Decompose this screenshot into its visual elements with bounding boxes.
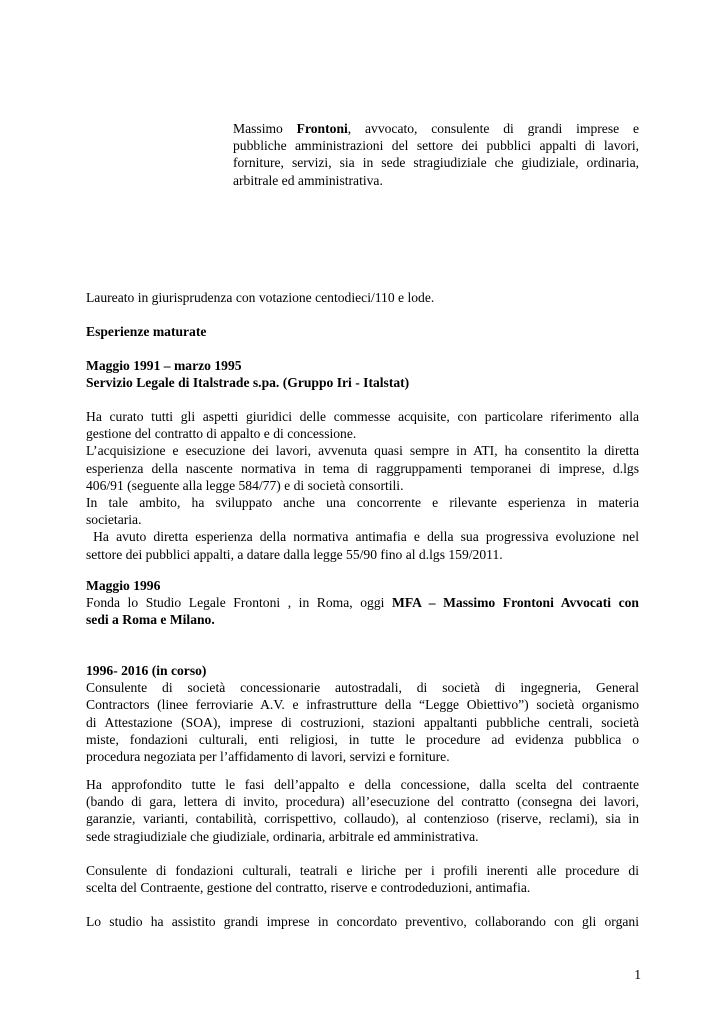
text-line: miste, fondazioni culturali, enti religiosi, in tutte le procedure ad evidenza pubblica o <box>86 731 639 747</box>
text-line: Lo studio ha assistito grandi imprese in concordato preventivo, collaborando con gli organi <box>86 914 639 929</box>
text-line: Consulente di fondazioni culturali, teatrali e liriche per i profili inerenti alle procedure di <box>86 863 639 878</box>
degree-text: Laureato in giurisprudenza con votazione centodieci/110 e lode. <box>86 290 435 305</box>
intro-name: Massimo <box>233 121 283 136</box>
exp1-period: Maggio 1991 – marzo 1995 <box>86 358 242 373</box>
text-line: sedi a Roma e Milano. <box>86 612 215 628</box>
text-line: Ha approfondito tutte le fasi dell’appalto e della concessione, dalla scelta del contraente <box>86 777 639 792</box>
text-line: garanzie, varianti, contabilità, corrispettivo, collaudo), al contenzioso (riserve, reclami), sia in <box>86 811 639 827</box>
text-line: Contractors (linee ferroviarie A.V. e infrastrutture della “Legge Obiettivo”) società organismo <box>86 697 639 713</box>
text-line: Ha avuto diretta esperienza della normativa antimafia e della sua progressiva evoluzione nel <box>86 529 639 545</box>
experience-1 <box>86 357 639 391</box>
text-line: L’acquisizione e esecuzione dei lavori, avvenuta quasi sempre in ATI, ha consentito la diretta <box>86 443 639 459</box>
text-line: esperienza della nascente normativa in tema di raggruppamenti temporanei di imprese, d.lgs <box>86 460 639 476</box>
experience-2 <box>86 577 639 629</box>
text-line: In tale ambito, ha sviluppato anche una concorrente e rilevante esperienza in materia <box>86 495 639 511</box>
exp1-employer: Servizio Legale di Italstrade s.pa. (Gruppo Iri - Italstat) <box>86 375 410 391</box>
exp3-paragraph-2 <box>86 776 639 845</box>
text-line: Fonda lo Studio Legale Frontoni , in Roma, oggi MFA – Massimo Frontoni Avvocati con <box>86 595 639 611</box>
text-line: settore dei pubblici appalti, a datare dalla legge 55/90 fino al d.lgs 159/2011. <box>86 546 503 562</box>
text-line: procedura negoziata per l’affidamento di lavori, servizi e forniture. <box>86 749 450 765</box>
exp2-period: Maggio 1996 <box>86 578 161 593</box>
text-line: (bando di gara, lettera di invito, procedura) all’esecuzione del contratto (consegna dei lavori, <box>86 794 639 810</box>
page-number: 1 <box>634 967 641 982</box>
exp3-period: 1996- 2016 (in corso) <box>86 663 207 678</box>
text-line: gestione del contratto di appalto e di concessione. <box>86 426 357 442</box>
section-title: Esperienze maturate <box>86 324 207 339</box>
text-line: Ha curato tutti gli aspetti giuridici delle commesse acquisite, con particolare riferimento alla <box>86 409 639 424</box>
exp3-paragraph-4 <box>86 913 639 930</box>
intro-line: forniture, servizi, sia in sede stragiudiziale che giudiziale, ordinaria, <box>233 155 639 171</box>
exp3-paragraph-3 <box>86 862 639 896</box>
text-line: di Attestazione (SOA), imprese di costruzioni, stazioni appaltanti pubbliche centrali, società <box>86 714 639 730</box>
text-line: sede stragiudiziale che giudiziale, ordinaria, arbitrale ed amministrativa. <box>86 828 479 844</box>
text-line: societaria. <box>86 512 142 528</box>
text-line: Consulente di società concessionarie autostradali, di società di ingegneria, General <box>86 680 639 696</box>
intro-line: Massimo Frontoni, avvocato, consulente di grandi imprese e <box>233 121 639 136</box>
experience-3 <box>86 662 639 765</box>
intro-surname: Frontoni <box>296 121 348 136</box>
text-line: 406/91 (seguente alla legge 584/77) e di società consortili. <box>86 477 404 493</box>
intro-paragraph <box>233 120 639 189</box>
text-line: scelta del Contraente, gestione del contratto, riserve e controdeduzioni, antimafia. <box>86 880 531 896</box>
intro-line: pubbliche amministrazioni del settore dei pubblici appalti di lavori, <box>233 138 639 154</box>
exp1-description <box>86 408 639 563</box>
intro-line: arbitrale ed amministrativa. <box>233 172 383 188</box>
